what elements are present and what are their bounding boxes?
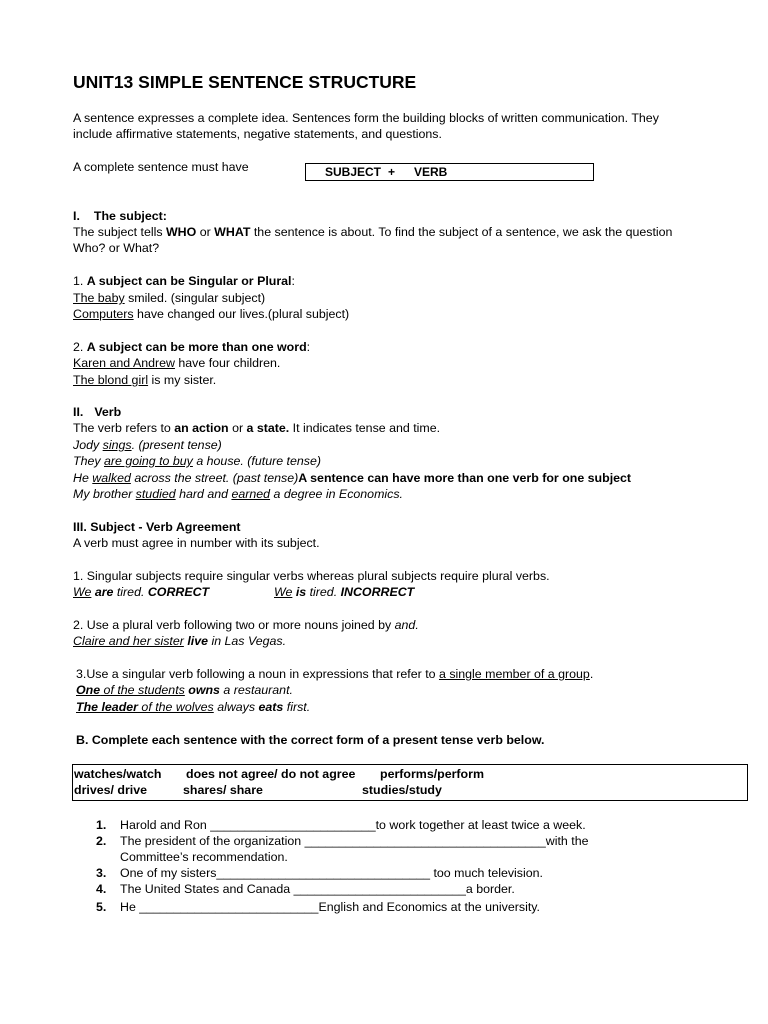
exercise-item-5: He __________________________English and Economics at the university.: [120, 900, 540, 914]
word-bank-item-shares: shares/ share: [183, 783, 263, 797]
verb-word-bank: [72, 764, 748, 801]
section-2-number: II.: [73, 405, 84, 419]
section-3-heading: III. Subject - Verb Agreement: [73, 520, 241, 534]
exercise-item-1-number: 1.: [96, 818, 107, 832]
subject-verb-box: [305, 163, 594, 181]
verb-label: VERB: [414, 165, 448, 179]
complete-sentence-label: A complete sentence must have: [73, 160, 249, 174]
subject-example-2: Computers have changed our lives.(plural subject): [73, 307, 350, 321]
exercise-item-4-number: 4.: [96, 882, 107, 896]
subject-label: SUBJECT: [325, 165, 382, 179]
exercise-item-2-number: 2.: [96, 834, 107, 848]
exercise-item-2: The president of the organization ___________________________________with the: [120, 834, 589, 848]
subject-definition-line-1: The subject tells WHO or WHAT the sentence is about. To find the subject of a sentence, we ask the question: [73, 225, 673, 239]
section-1-number: I.: [73, 209, 80, 223]
exercise-item-1: Harold and Ron ________________________to work together at least twice a week.: [120, 818, 586, 832]
verb-example-4: My brother studied hard and earned a degree in Economics.: [73, 487, 403, 501]
verb-example-2: They are going to buy a house. (future tense): [73, 454, 321, 468]
agreement-rule-2-example: Claire and her sister live in Las Vegas.: [73, 634, 287, 648]
exercise-item-5-number: 5.: [96, 900, 107, 914]
agreement-rule-1-correct: We are tired. CORRECT: [73, 585, 210, 599]
plus-sign: +: [388, 165, 396, 179]
agreement-rule-3: 3.Use a singular verb following a noun in expressions that refer to a single member of a group.: [76, 667, 594, 681]
verb-example-1: Jody sings. (present tense): [73, 438, 222, 452]
section-1-title: The subject:: [93, 209, 167, 223]
subject-point-2: 2. A subject can be more than one word:: [73, 340, 311, 354]
subject-example-3: Karen and Andrew have four children.: [73, 356, 281, 370]
agreement-rule-1-incorrect: We is tired. INCORRECT: [274, 585, 415, 599]
word-bank-item-agree: does not agree/ do not agree: [186, 767, 356, 781]
exercise-item-4: The United States and Canada _________________________a border.: [120, 882, 515, 896]
section-2-heading: [73, 404, 121, 420]
agreement-rule-3-example-1: One of the students owns a restaurant.: [76, 683, 293, 697]
page-title: UNIT13 SIMPLE SENTENCE STRUCTURE: [73, 72, 417, 92]
agreement-rule-2: 2. Use a plural verb following two or more nouns joined by and.: [73, 618, 419, 632]
word-bank-item-watches: watches/watch: [74, 767, 162, 781]
subject-point-1: 1. A subject can be Singular or Plural:: [73, 274, 295, 288]
verb-example-3: He walked across the street. (past tense)A sentence can have more than one verb for one subject: [73, 471, 632, 485]
exercise-heading: B. Complete each sentence with the correct form of a present tense verb below.: [76, 733, 545, 747]
word-bank-item-studies: studies/study: [362, 783, 442, 797]
exercise-item-3: One of my sisters_______________________________ too much television.: [120, 866, 543, 880]
subject-definition-line-2: Who? or What?: [73, 241, 160, 255]
intro-line-1: A sentence expresses a complete idea. Sentences form the building blocks of written communication. They: [73, 111, 659, 125]
section-1-heading: [73, 208, 167, 224]
word-bank-item-drives: drives/ drive: [74, 783, 148, 797]
exercise-item-3-number: 3.: [96, 866, 107, 880]
subject-example-1: The baby smiled. (singular subject): [73, 291, 266, 305]
agreement-definition: A verb must agree in number with its subject.: [73, 536, 320, 550]
section-2-title: Verb: [94, 405, 122, 419]
verb-definition: The verb refers to an action or a state. It indicates tense and time.: [73, 421, 441, 435]
subject-example-4: The blond girl is my sister.: [73, 373, 217, 387]
exercise-item-2-continued: Committee’s recommendation.: [120, 850, 288, 864]
word-bank-item-performs: performs/perform: [380, 767, 484, 781]
agreement-rule-3-example-2: The leader of the wolves always eats first.: [76, 700, 311, 714]
intro-line-2: include affirmative statements, negative statements, and questions.: [73, 127, 442, 141]
agreement-rule-1: 1. Singular subjects require singular verbs whereas plural subjects require plural verbs.: [73, 569, 550, 583]
